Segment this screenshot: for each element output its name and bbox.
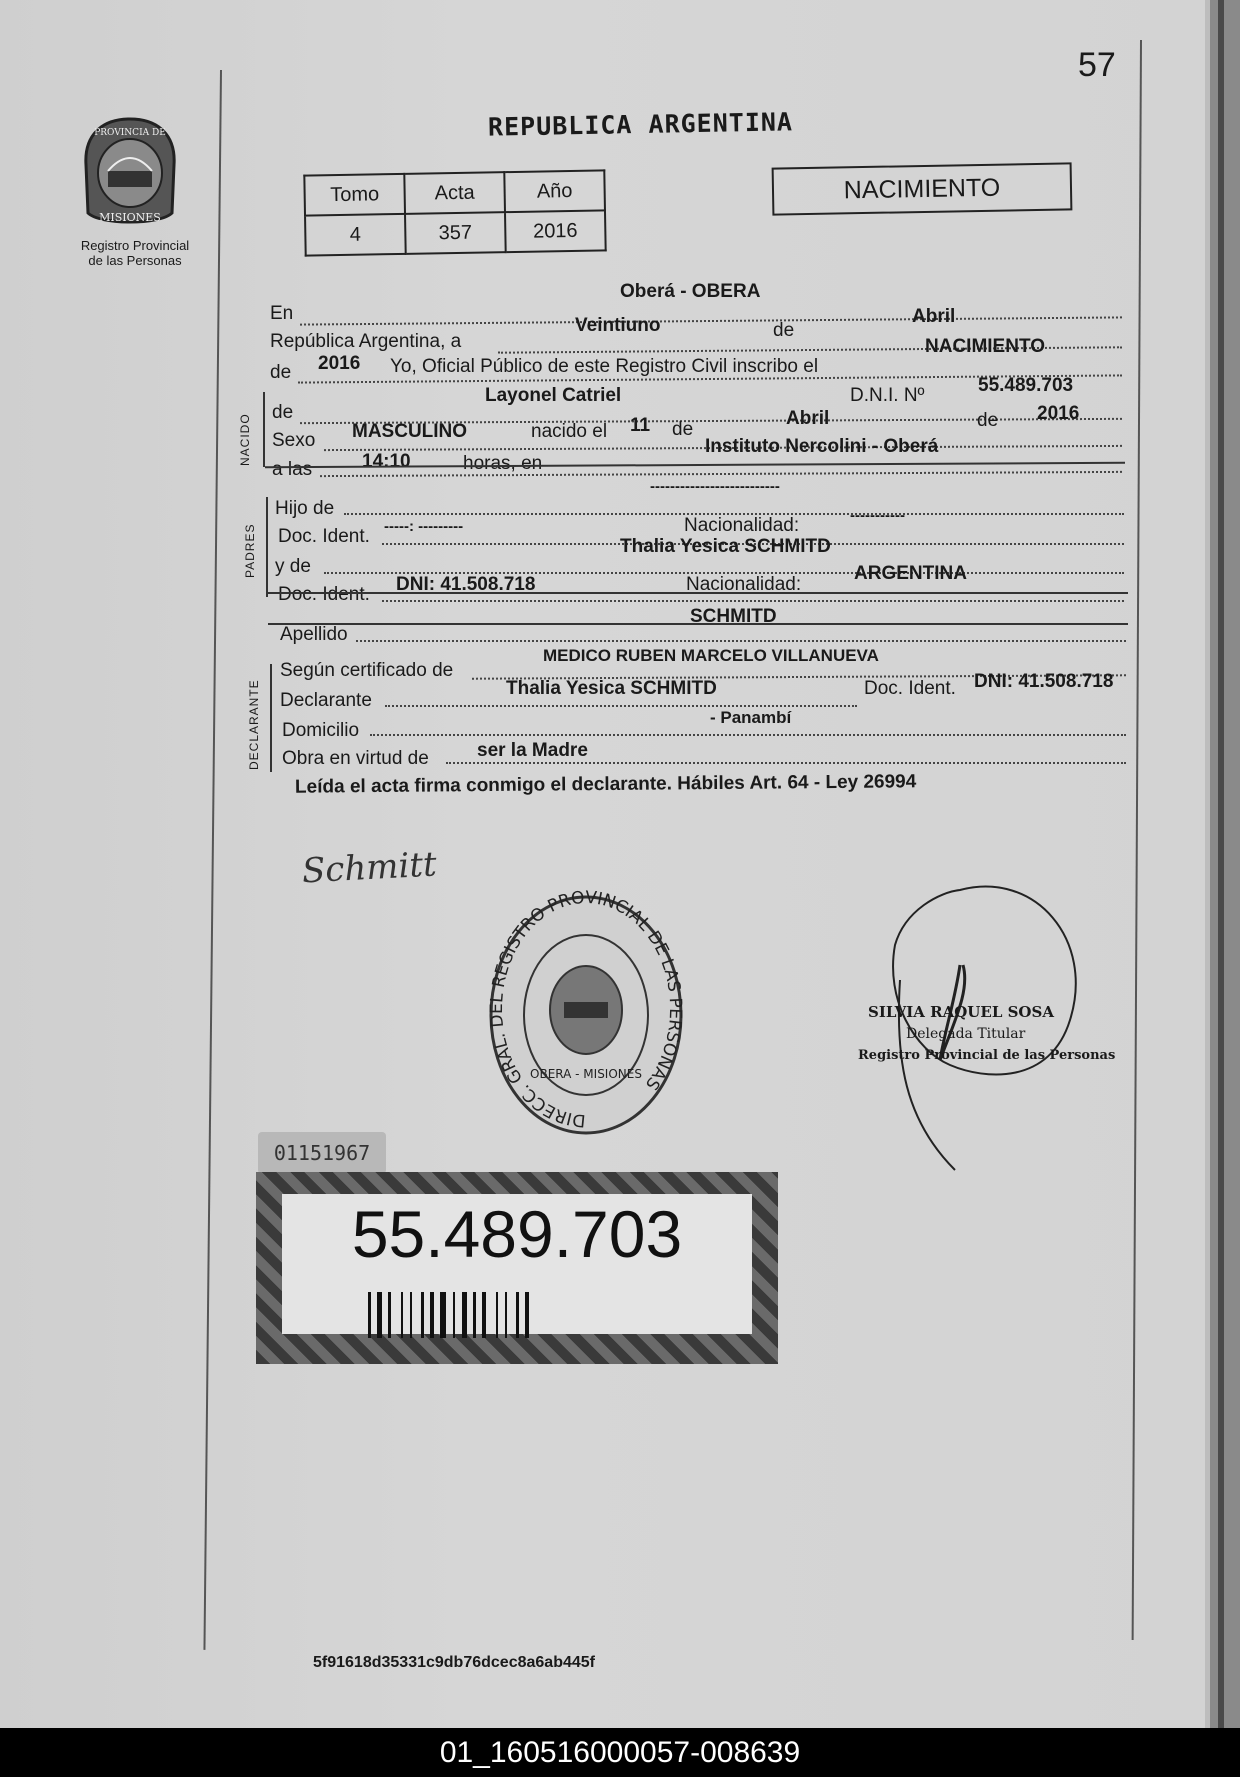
- page-number: 57: [1078, 46, 1116, 84]
- barcode-bar: [505, 1292, 507, 1338]
- certificado-value: MEDICO RUBEN MARCELO VILLANUEVA: [543, 646, 879, 665]
- domicilio-label: Domicilio: [282, 720, 360, 741]
- day-value: Veintiuno: [575, 315, 661, 336]
- inscribo-value: NACIMIENTO: [925, 336, 1045, 357]
- serial-number-chip: 01151967: [258, 1132, 386, 1174]
- official-name: SILVIA RAQUEL SOSA: [868, 1003, 1054, 1021]
- table-cell-acta: 357: [405, 212, 506, 254]
- birth-de-label: de: [672, 419, 694, 440]
- barcode-bar: [410, 1292, 412, 1338]
- year-prefix-label: de: [270, 362, 292, 383]
- mother-nacionalidad-label: Nacionalidad:: [686, 574, 802, 595]
- logo-text-top: PROVINCIA DE: [94, 128, 166, 138]
- time-value: 14:10: [362, 451, 411, 472]
- document-hash: 5f91618d35331c9db76dcec8a6ab445f: [313, 1654, 595, 1671]
- section-bracket: [266, 497, 268, 597]
- barcode-bar: [440, 1292, 446, 1338]
- father-nacionalidad-label: Nacionalidad:: [684, 515, 800, 536]
- sexo-label: Sexo: [272, 430, 316, 451]
- birth-de-label-2: de: [977, 410, 999, 431]
- barcode-bar: [496, 1292, 498, 1338]
- obra-label: Obra en virtud de: [282, 748, 429, 769]
- barcode-bar: [388, 1292, 391, 1338]
- birth-day-value: 11: [630, 415, 651, 436]
- certificado-label: Según certificado de: [280, 660, 454, 681]
- dotted-line: [385, 705, 857, 707]
- registro-provincial-seal-icon: [486, 890, 686, 1140]
- official-role: Delegada Titular: [906, 1026, 1026, 1042]
- dni-sticker: [256, 1172, 778, 1364]
- child-name-value: Layonel Catriel: [485, 385, 622, 406]
- mother-name-value: Thalia Yesica SCHMITD: [620, 536, 831, 557]
- y-de-label: y de: [275, 556, 311, 577]
- barcode-bar: [421, 1292, 424, 1338]
- de-label: de: [773, 320, 795, 341]
- table-header-tomo: Tomo: [304, 174, 405, 216]
- table-cell-ano: 2016: [505, 210, 606, 252]
- section-divider: [268, 592, 1128, 594]
- en-value: Oberá - OBERA: [620, 281, 761, 302]
- declarante-doc-label: Doc. Ident.: [864, 678, 956, 699]
- record-table: [303, 169, 606, 256]
- logo-text-bottom: MISIONES: [99, 211, 161, 224]
- barcode-bar: [473, 1292, 476, 1338]
- barcode-icon: [368, 1292, 668, 1338]
- barcode-bar: [525, 1292, 529, 1338]
- declarante-section-label: DECLARANTE: [247, 679, 261, 770]
- declarante-value: Thalia Yesica SCHMITD: [506, 678, 717, 699]
- hijo-de-label: Hijo de: [275, 498, 335, 519]
- month-value: Abril: [912, 306, 956, 327]
- declarante-doc-value: DNI: 41.508.718: [974, 671, 1114, 692]
- republica-label: República Argentina, a: [270, 331, 462, 352]
- a-las-label: a las: [272, 459, 313, 480]
- logo-caption-line2: de las Personas: [88, 253, 182, 268]
- padres-section-label: PADRES: [243, 523, 257, 578]
- barcode-bar: [430, 1292, 434, 1338]
- apellido-label: Apellido: [280, 624, 348, 645]
- nacido-de-label: de: [272, 402, 294, 423]
- dotted-line: [356, 640, 1126, 642]
- obra-value: ser la Madre: [477, 740, 588, 761]
- father-name-value: --------------------------: [650, 478, 780, 495]
- logo-caption: [60, 238, 210, 268]
- horas-label: horas, en: [463, 453, 543, 474]
- mother-doc-label: Doc. Ident.: [278, 584, 370, 605]
- apellido-value: SCHMITD: [690, 606, 777, 627]
- barcode-bar: [453, 1292, 455, 1338]
- birth-year-value: 2016: [1037, 403, 1080, 424]
- sexo-value: MASCULINO: [352, 421, 468, 442]
- barcode-bar: [462, 1292, 467, 1338]
- officer-text: Yo, Oficial Público de este Registro Civil inscribo el: [390, 356, 819, 377]
- table-header-acta: Acta: [404, 172, 505, 214]
- domicilio-value: - Panambí: [710, 708, 792, 727]
- mother-doc-value: DNI: 41.508.718: [396, 574, 536, 595]
- table-header-ano: Año: [504, 170, 605, 212]
- table-cell-tomo: 4: [305, 214, 406, 256]
- dni-sticker-number: 55.489.703: [351, 1197, 683, 1271]
- section-divider: [268, 623, 1128, 625]
- dotted-line: [370, 734, 1126, 736]
- barcode-bar: [482, 1292, 486, 1338]
- official-office: Registro Provincial de las Personas: [858, 1048, 1116, 1063]
- dni-sticker-inner: [282, 1194, 752, 1334]
- year-value: 2016: [318, 353, 361, 374]
- seal-inner-text: OBERA - MISIONES: [530, 1067, 642, 1081]
- dotted-line: [446, 762, 1126, 764]
- barcode-bar: [516, 1292, 519, 1338]
- child-dni-value: 55.489.703: [978, 375, 1074, 396]
- scan-id-footer: 01_160516000057-008639: [0, 1728, 1240, 1777]
- father-doc-label: Doc. Ident.: [278, 526, 370, 547]
- father-nationality-value: -----------: [850, 507, 905, 524]
- declarante-label: Declarante: [280, 690, 372, 711]
- mother-nationality-value: ARGENTINA: [854, 563, 967, 584]
- birth-month-value: Abril: [786, 408, 830, 429]
- logo-caption-line1: Registro Provincial: [80, 238, 190, 253]
- barcode-bar: [401, 1292, 403, 1338]
- closing-statement: Leída el acta firma conmigo el declarante. Hábiles Art. 64 - Ley 26994: [294, 771, 917, 798]
- birthplace-value: Instituto Nercolini - Oberá: [705, 436, 939, 457]
- barcode-bar: [368, 1292, 371, 1338]
- father-doc-value: -----: ---------: [384, 518, 464, 535]
- barcode-bar: [377, 1292, 382, 1338]
- dni-label: D.N.I. Nº: [850, 385, 925, 406]
- official-signature-icon: [845, 870, 1095, 1175]
- nacido-el-label: nacido el: [531, 421, 608, 442]
- record-type-box: NACIMIENTO: [772, 162, 1073, 215]
- en-label: En: [270, 303, 294, 324]
- page-title: REPUBLICA ARGENTINA: [487, 107, 794, 142]
- section-bracket: [270, 664, 272, 772]
- seal-ring-text: DIRECC. GRAL. DEL REGISTRO PROVINCIAL DE LAS PERSONAS: [487, 890, 686, 1131]
- nacido-section-label: NACIDO: [238, 413, 252, 466]
- provincia-de-misiones-coat-of-arms-icon: [80, 115, 180, 235]
- page-edge: [1210, 0, 1240, 1728]
- section-bracket: [263, 392, 265, 467]
- declarante-signature: Schmitt: [301, 844, 438, 892]
- page-edge-shadow: [1218, 0, 1224, 1728]
